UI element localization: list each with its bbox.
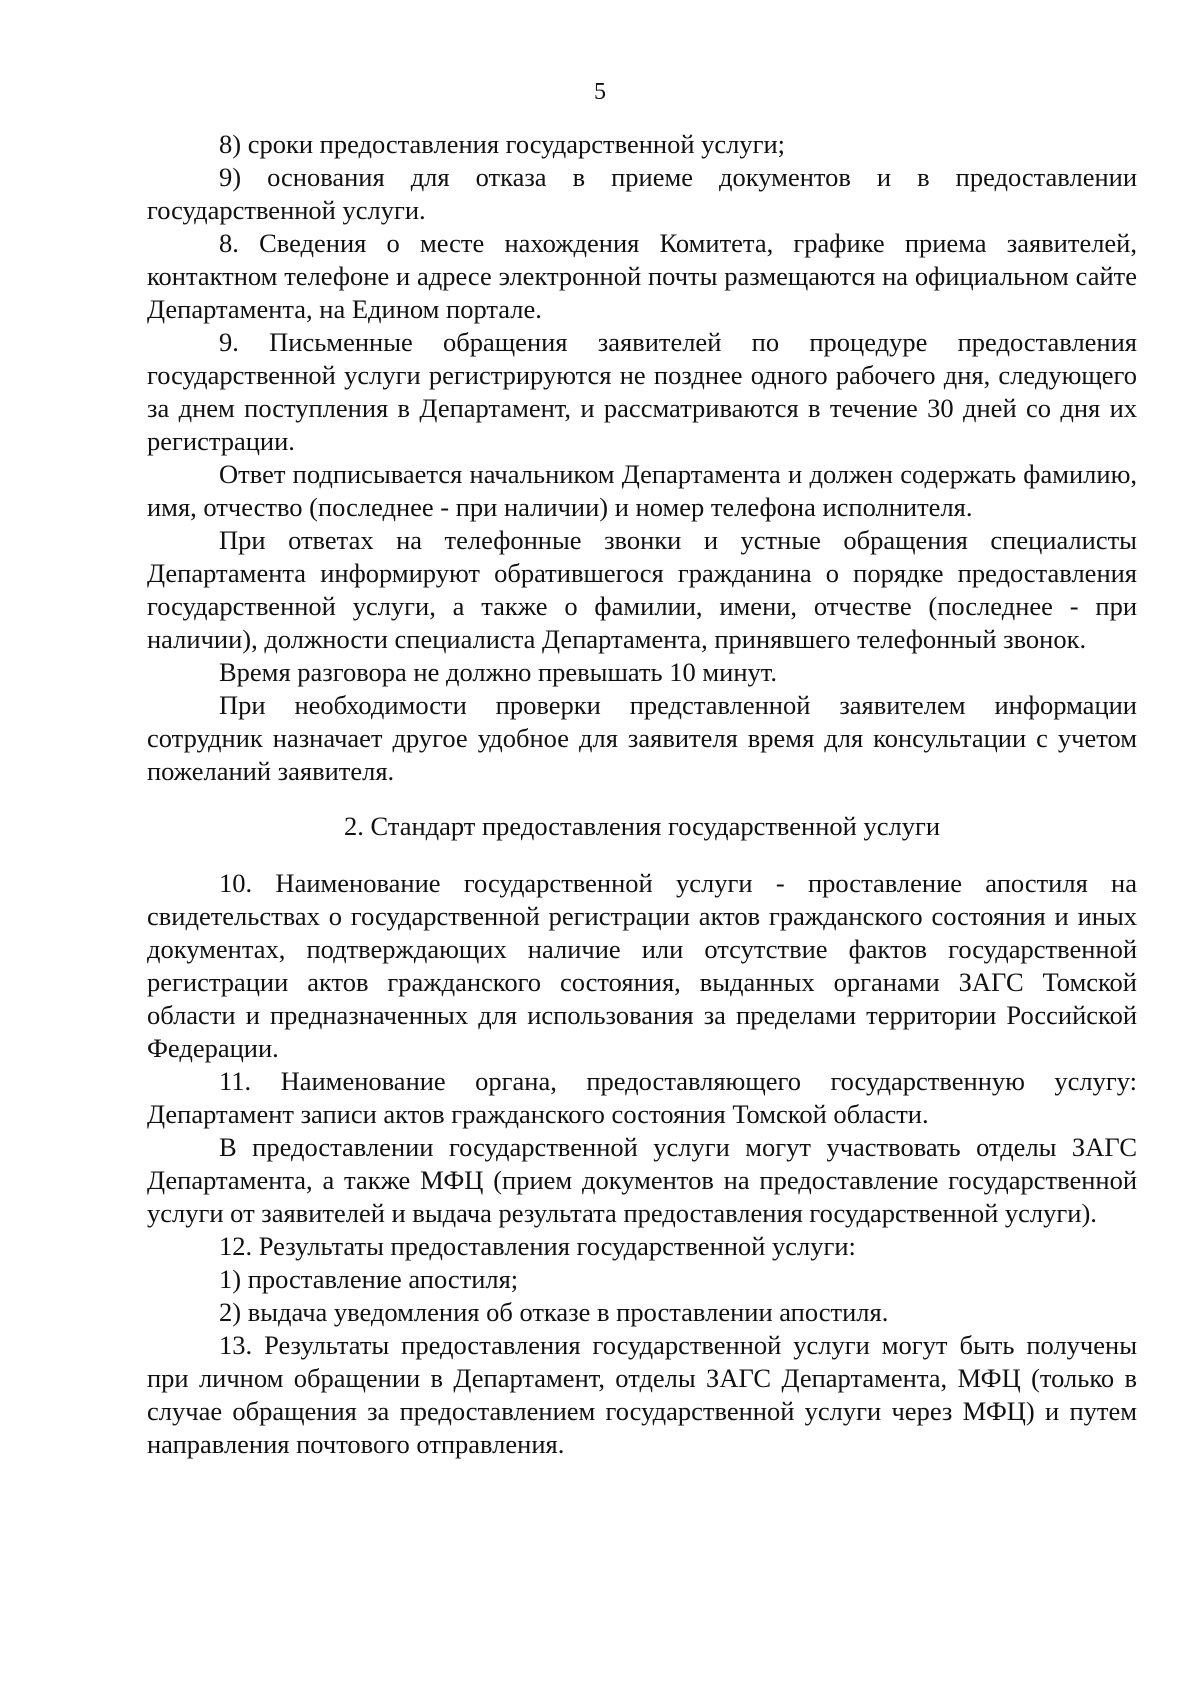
paragraph-list-item-8: 8) сроки предоставления государственной услуги; — [219, 129, 786, 159]
page-number: 5 — [594, 79, 606, 105]
paragraph-phone-calls: При ответах на телефонные звонки и устные обращения специалисты Департамента информируют обратившегося гражданина о порядке предоставления государственной услуги, а также о фамилии, имени, отчестве (последнее - при наличии), должности специалиста Департамента, принявшего телефонный звонок. — [147, 525, 1137, 654]
paragraph-clause-12: 12. Результаты предоставления государственной услуги: — [219, 1231, 856, 1261]
paragraph-clause-13: 13. Результаты предоставления государственной услуги могут быть получены при личном обращении в Департамент, отделы ЗАГС Департамента, МФЦ (только в случае обращения за предоставлением государственной услуги через МФЦ) и путем направления почтового отправления. — [147, 1330, 1137, 1459]
paragraph-call-duration: Время разговора не должно превышать 10 минут. — [219, 657, 777, 687]
paragraph-result-1: 1) проставление апостиля; — [219, 1264, 519, 1294]
paragraph-participants: В предоставлении государственной услуги могут участвовать отделы ЗАГС Департамента, а также МФЦ (прием документов на предоставление государственной услуги от заявителей и выдача результата предоставления государственной услуги). — [147, 1132, 1137, 1228]
paragraph-list-item-9: 9) основания для отказа в приеме документов и в предоставлении государственной услуги. — [147, 162, 1137, 225]
document-body — [147, 128, 1137, 1461]
paragraph-verification: При необходимости проверки представленной заявителем информации сотрудник назначает другое удобное для заявителя время для консультации с учетом пожеланий заявителя. — [147, 690, 1137, 786]
paragraph-clause-10: 10. Наименование государственной услуги - проставление апостиля на свидетельствах о государственной регистрации актов гражданского состояния и иных документах, подтверждающих наличие или отсутствие фактов государственной регистрации актов гражданского состояния, выданных органами ЗАГС Томской области и предназначенных для использования за пределами территории Российской Федерации. — [147, 868, 1137, 1063]
section-heading: 2. Стандарт предоставления государственной услуги — [343, 811, 941, 841]
paragraph-answer-signature: Ответ подписывается начальником Департамента и должен содержать фамилию, имя, отчество (последнее - при наличии) и номер телефона исполнителя. — [147, 459, 1137, 522]
paragraph-result-2: 2) выдача уведомления об отказе в проставлении апостиля. — [219, 1297, 889, 1327]
paragraph-clause-9: 9. Письменные обращения заявителей по процедуре предоставления государственной услуги регистрируются не позднее одного рабочего дня, следующего за днем поступления в Департамент, и рассматриваются в течение 30 дней со дня их регистрации. — [147, 327, 1137, 456]
paragraph-clause-11: 11. Наименование органа, предоставляющего государственную услугу: Департамент записи актов гражданского состояния Томской области. — [147, 1066, 1137, 1129]
paragraph-clause-8: 8. Сведения о месте нахождения Комитета, графике приема заявителей, контактном телефоне и адресе электронной почты размещаются на официальном сайте Департамента, на Едином портале. — [147, 228, 1137, 324]
